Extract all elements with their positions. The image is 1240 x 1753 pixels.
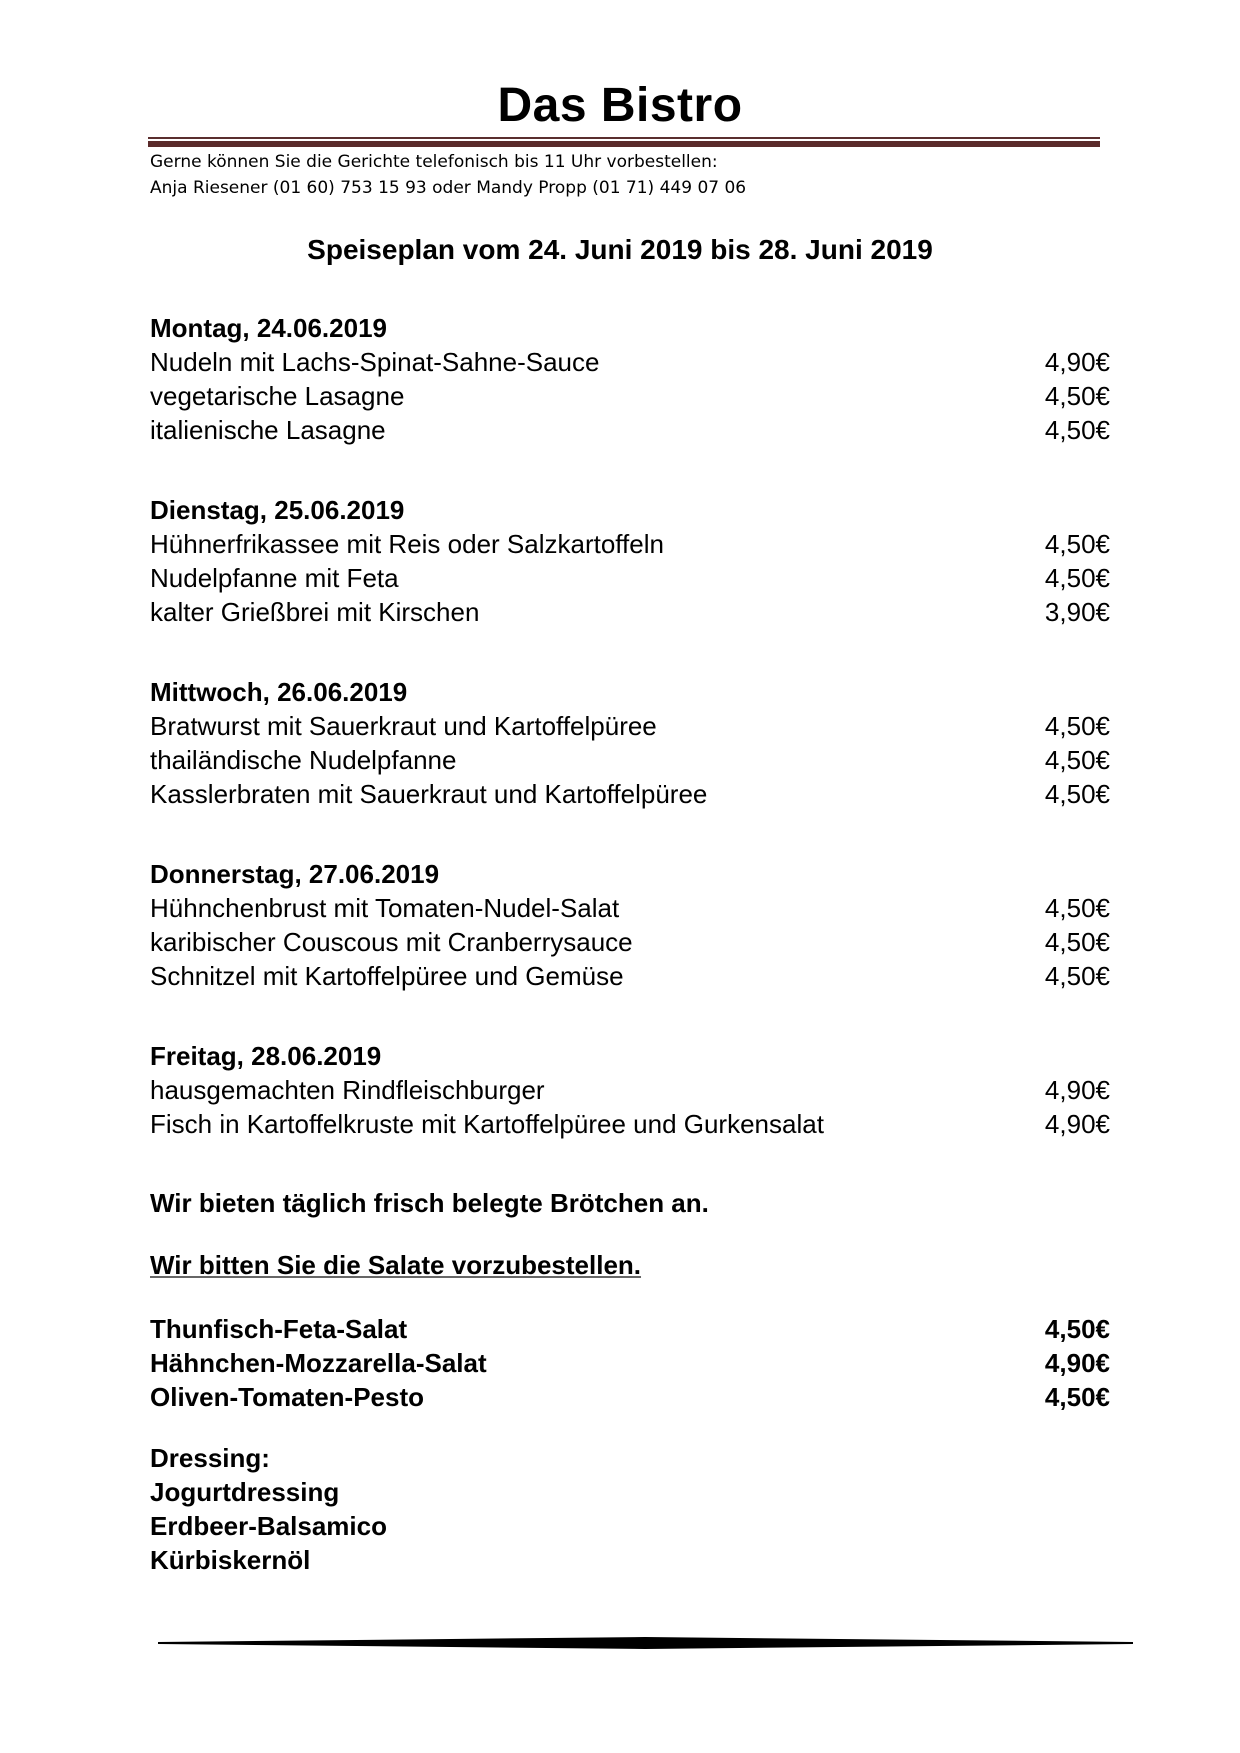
dish-price: 3,90€ [1044, 597, 1110, 627]
salad-item [150, 1312, 1110, 1346]
salad-price: 4,50€ [1044, 1314, 1110, 1344]
menu-item [150, 595, 1110, 629]
menu-item [150, 561, 1110, 595]
menu-item [150, 777, 1110, 811]
menu-item [150, 743, 1110, 777]
menu-item [150, 709, 1110, 743]
header-rule-thick [148, 141, 1100, 147]
menu-item [150, 1107, 1110, 1141]
dish-name: Hühnerfrikassee mit Reis oder Salzkartoffeln [150, 529, 664, 559]
salad-name: Hähnchen-Mozzarella-Salat [150, 1348, 487, 1378]
salad-item [150, 1346, 1110, 1380]
dressing-section [150, 1441, 1110, 1577]
dish-name: italienische Lasagne [150, 415, 386, 445]
contact-info-line2: Anja Riesener (01 60) 753 15 93 oder Mandy Propp (01 71) 449 07 06 [150, 178, 747, 198]
dish-name: karibischer Couscous mit Cranberrysauce [150, 927, 633, 957]
salad-price: 4,50€ [1044, 1382, 1110, 1412]
notice-salads: Wir bitten Sie die Salate vorzubestellen. [150, 1250, 642, 1280]
day-heading: Montag, 24.06.2019 [150, 313, 387, 343]
menu-item [150, 413, 1110, 447]
dish-name: thailändische Nudelpfanne [150, 745, 457, 775]
menu-item [150, 959, 1110, 993]
dish-price: 4,50€ [1044, 893, 1110, 923]
dressing-item: Jogurtdressing [150, 1477, 340, 1507]
menu-item [150, 925, 1110, 959]
day-section-friday [150, 1039, 1110, 1141]
dish-name: Kasslerbraten mit Sauerkraut und Kartoffelpüree [150, 779, 708, 809]
dressing-heading: Dressing: [150, 1443, 270, 1473]
dish-price: 4,50€ [1044, 711, 1110, 741]
dish-price: 4,90€ [1044, 1075, 1110, 1105]
day-heading: Freitag, 28.06.2019 [150, 1041, 382, 1071]
dish-price: 4,90€ [1044, 1109, 1110, 1139]
menu-item [150, 1073, 1110, 1107]
day-heading: Dienstag, 25.06.2019 [150, 495, 405, 525]
salad-section [150, 1312, 1110, 1414]
dish-name: Hühnchenbrust mit Tomaten-Nudel-Salat [150, 893, 620, 923]
notice-rolls: Wir bieten täglich frisch belegte Brötchen an. [150, 1188, 709, 1218]
salad-item [150, 1380, 1110, 1414]
day-section-thursday [150, 857, 1110, 993]
menu-item [150, 379, 1110, 413]
dish-price: 4,50€ [1044, 415, 1110, 445]
dish-price: 4,90€ [1044, 347, 1110, 377]
salad-price: 4,90€ [1044, 1348, 1110, 1378]
dish-name: hausgemachten Rindfleischburger [150, 1075, 545, 1105]
dish-price: 4,50€ [1044, 779, 1110, 809]
dish-price: 4,50€ [1044, 961, 1110, 991]
header-rule-thin [148, 137, 1100, 139]
dressing-item: Kürbiskernöl [150, 1545, 311, 1575]
dish-name: vegetarische Lasagne [150, 381, 405, 411]
menu-item [150, 527, 1110, 561]
dish-price: 4,50€ [1044, 563, 1110, 593]
dish-name: Fisch in Kartoffelkruste mit Kartoffelpüree und Gurkensalat [150, 1109, 824, 1139]
day-section-wednesday [150, 675, 1110, 811]
dish-price: 4,50€ [1044, 529, 1110, 559]
menu-item [150, 891, 1110, 925]
footer-divider [158, 1636, 1133, 1650]
dressing-item: Erdbeer-Balsamico [150, 1511, 387, 1541]
day-heading: Donnerstag, 27.06.2019 [150, 859, 440, 889]
dish-price: 4,50€ [1044, 381, 1110, 411]
day-section-monday [150, 311, 1110, 447]
dish-name: Bratwurst mit Sauerkraut und Kartoffelpüree [150, 711, 657, 741]
menu-item [150, 345, 1110, 379]
day-heading: Mittwoch, 26.06.2019 [150, 677, 408, 707]
salad-name: Thunfisch-Feta-Salat [150, 1314, 408, 1344]
dish-name: Nudelpfanne mit Feta [150, 563, 399, 593]
dish-price: 4,50€ [1044, 745, 1110, 775]
contact-info-line1: Gerne können Sie die Gerichte telefonisch bis 11 Uhr vorbestellen: [150, 152, 718, 172]
dish-name: Nudeln mit Lachs-Spinat-Sahne-Sauce [150, 347, 600, 377]
restaurant-title: Das Bistro [497, 79, 743, 132]
menu-period-title: Speiseplan vom 24. Juni 2019 bis 28. Juni 2019 [307, 234, 933, 265]
dish-name: kalter Grießbrei mit Kirschen [150, 597, 480, 627]
day-section-tuesday [150, 493, 1110, 629]
dish-name: Schnitzel mit Kartoffelpüree und Gemüse [150, 961, 624, 991]
dish-price: 4,50€ [1044, 927, 1110, 957]
salad-name: Oliven-Tomaten-Pesto [150, 1382, 425, 1412]
